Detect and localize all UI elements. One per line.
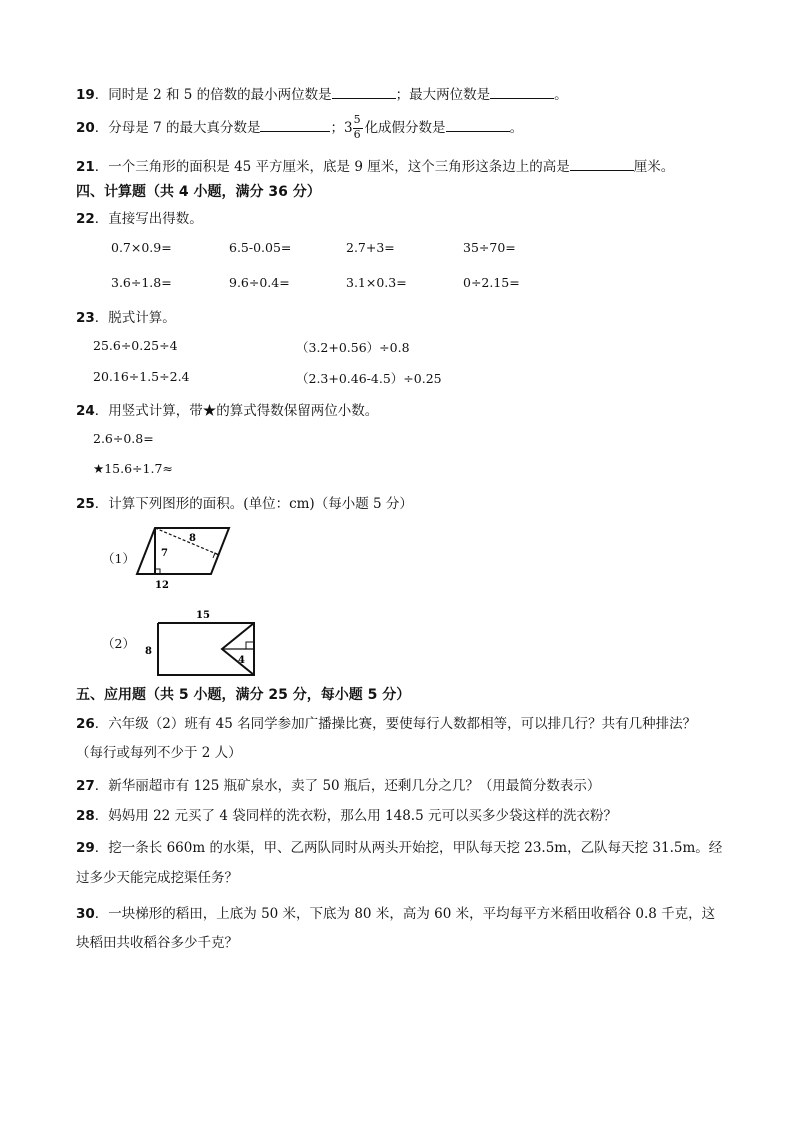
- question-number: 30: [76, 906, 95, 922]
- question-text: ．计算下列图形的面积。(单位：cm)（每小题 5 分）: [94, 496, 413, 512]
- calc-item: （3.2+0.56）÷0.8: [296, 340, 410, 355]
- question-30-continued: 块稻田共收稻谷多少千克？: [76, 935, 238, 951]
- section-heading-calculation: 四、计算题（共 4 小题，满分 36 分）: [76, 184, 321, 200]
- question-text: ．同时是 2 和 5 的倍数的最小两位数是: [94, 87, 332, 103]
- figure-2-label: （2）: [102, 636, 135, 651]
- question-number: 28: [76, 808, 95, 824]
- dim-notch: 4: [238, 655, 245, 666]
- calc-item: ★15.6÷1.7≈: [93, 461, 173, 476]
- question-number: 25: [76, 496, 95, 512]
- fraction-denominator: 6: [353, 127, 361, 141]
- question-text: 厘米。: [633, 159, 675, 175]
- question-29-continued: 过多少天能完成挖渠任务？: [76, 870, 238, 886]
- calc-item: 35÷70=: [463, 240, 516, 255]
- question-text: ．分母是 7 的最大真分数是: [94, 120, 261, 136]
- question-number: 27: [76, 778, 95, 794]
- calc-item: 0.7×0.9=: [111, 240, 172, 255]
- answer-blank[interactable]: [490, 86, 554, 99]
- question-24: [76, 399, 378, 419]
- question-26: [76, 712, 696, 732]
- question-number: 24: [76, 403, 95, 419]
- question-27: [76, 774, 600, 794]
- question-23: [76, 306, 176, 326]
- question-22: [76, 207, 203, 227]
- question-text: ；最大两位数是: [395, 87, 491, 103]
- question-text: ．新华丽超市有 125 瓶矿泉水，卖了 50 瓶后，还剩几分之几？（用最简分数表示）: [94, 778, 601, 794]
- fraction-numerator: 5: [353, 112, 361, 126]
- question-text: 。: [509, 120, 524, 136]
- calc-item: 6.5-0.05=: [229, 240, 292, 255]
- answer-blank[interactable]: [446, 119, 510, 132]
- question-text: 化成假分数是: [364, 120, 446, 136]
- notched-rectangle-figure: [138, 605, 262, 679]
- question-28: [76, 804, 617, 824]
- question-text: ．脱式计算。: [94, 310, 176, 326]
- mixed-number-whole: 3: [343, 120, 353, 136]
- question-text: ．一个三角形的面积是 45 平方厘米，底是 9 厘米，这个三角形这条边上的高是: [94, 159, 570, 175]
- question-text: ．用竖式计算，带★的算式得数保留两位小数。: [94, 403, 379, 419]
- question-19: [76, 83, 568, 103]
- section-heading-application: 五、应用题（共 5 小题，满分 25 分，每小题 5 分）: [76, 687, 411, 703]
- question-29: [76, 836, 722, 856]
- question-number: 23: [76, 310, 95, 326]
- question-20: [76, 112, 524, 141]
- calc-item: 3.6÷1.8=: [111, 275, 172, 290]
- question-text: ；: [330, 120, 344, 136]
- dim-height: 7: [161, 548, 168, 559]
- dim-base: 12: [155, 580, 169, 591]
- question-number: 20: [76, 120, 95, 136]
- question-text: ．六年级（2）班有 45 名同学参加广播操比赛，要使每行人数都相等，可以排几行？共有几种排法？: [94, 716, 697, 732]
- calc-item: 20.16÷1.5÷2.4: [93, 369, 190, 384]
- question-26-continued: （每行或每列不少于 2 人）: [76, 745, 242, 761]
- question-21: [76, 155, 674, 175]
- question-text: ．挖一条长 660m 的水渠，甲、乙两队同时从两头开始挖，甲队每天挖 23.5m，乙队每天挖 31.5m。经: [94, 840, 723, 856]
- question-text: 。: [554, 87, 568, 103]
- answer-blank[interactable]: [570, 158, 634, 171]
- question-25: [76, 492, 413, 512]
- question-number: 29: [76, 840, 95, 856]
- parallelogram-figure: [125, 520, 235, 592]
- calc-item: 3.1×0.3=: [346, 275, 407, 290]
- calc-item: 25.6÷0.25÷4: [93, 338, 178, 353]
- question-30: [76, 902, 715, 922]
- calc-item: 2.7+3=: [346, 240, 395, 255]
- calc-item: 0÷2.15=: [463, 275, 520, 290]
- dim-diagonal: 8: [189, 533, 196, 544]
- question-text: ．直接写出得数。: [94, 211, 203, 227]
- question-text: ．妈妈用 22 元买了 4 袋同样的洗衣粉，那么用 148.5 元可以买多少袋这样的洗衣粉？: [94, 808, 617, 824]
- question-number: 26: [76, 716, 95, 732]
- calc-item: （2.3+0.46-4.5）÷0.25: [296, 371, 442, 386]
- question-number: 22: [76, 211, 95, 227]
- answer-blank[interactable]: [332, 86, 396, 99]
- fraction: [353, 112, 363, 141]
- dim-top: 15: [196, 610, 210, 621]
- question-number: 19: [76, 87, 95, 103]
- calc-item: 9.6÷0.4=: [229, 275, 290, 290]
- question-number: 21: [76, 159, 95, 175]
- dim-left: 8: [145, 646, 152, 657]
- answer-blank[interactable]: [260, 119, 330, 132]
- calc-item: 2.6÷0.8=: [93, 431, 154, 446]
- question-text: ．一块梯形的稻田，上底为 50 米，下底为 80 米，高为 60 米，平均每平方米稻田收稻谷 0.8 千克，这: [94, 906, 716, 922]
- figure-1-label: （1）: [102, 551, 135, 566]
